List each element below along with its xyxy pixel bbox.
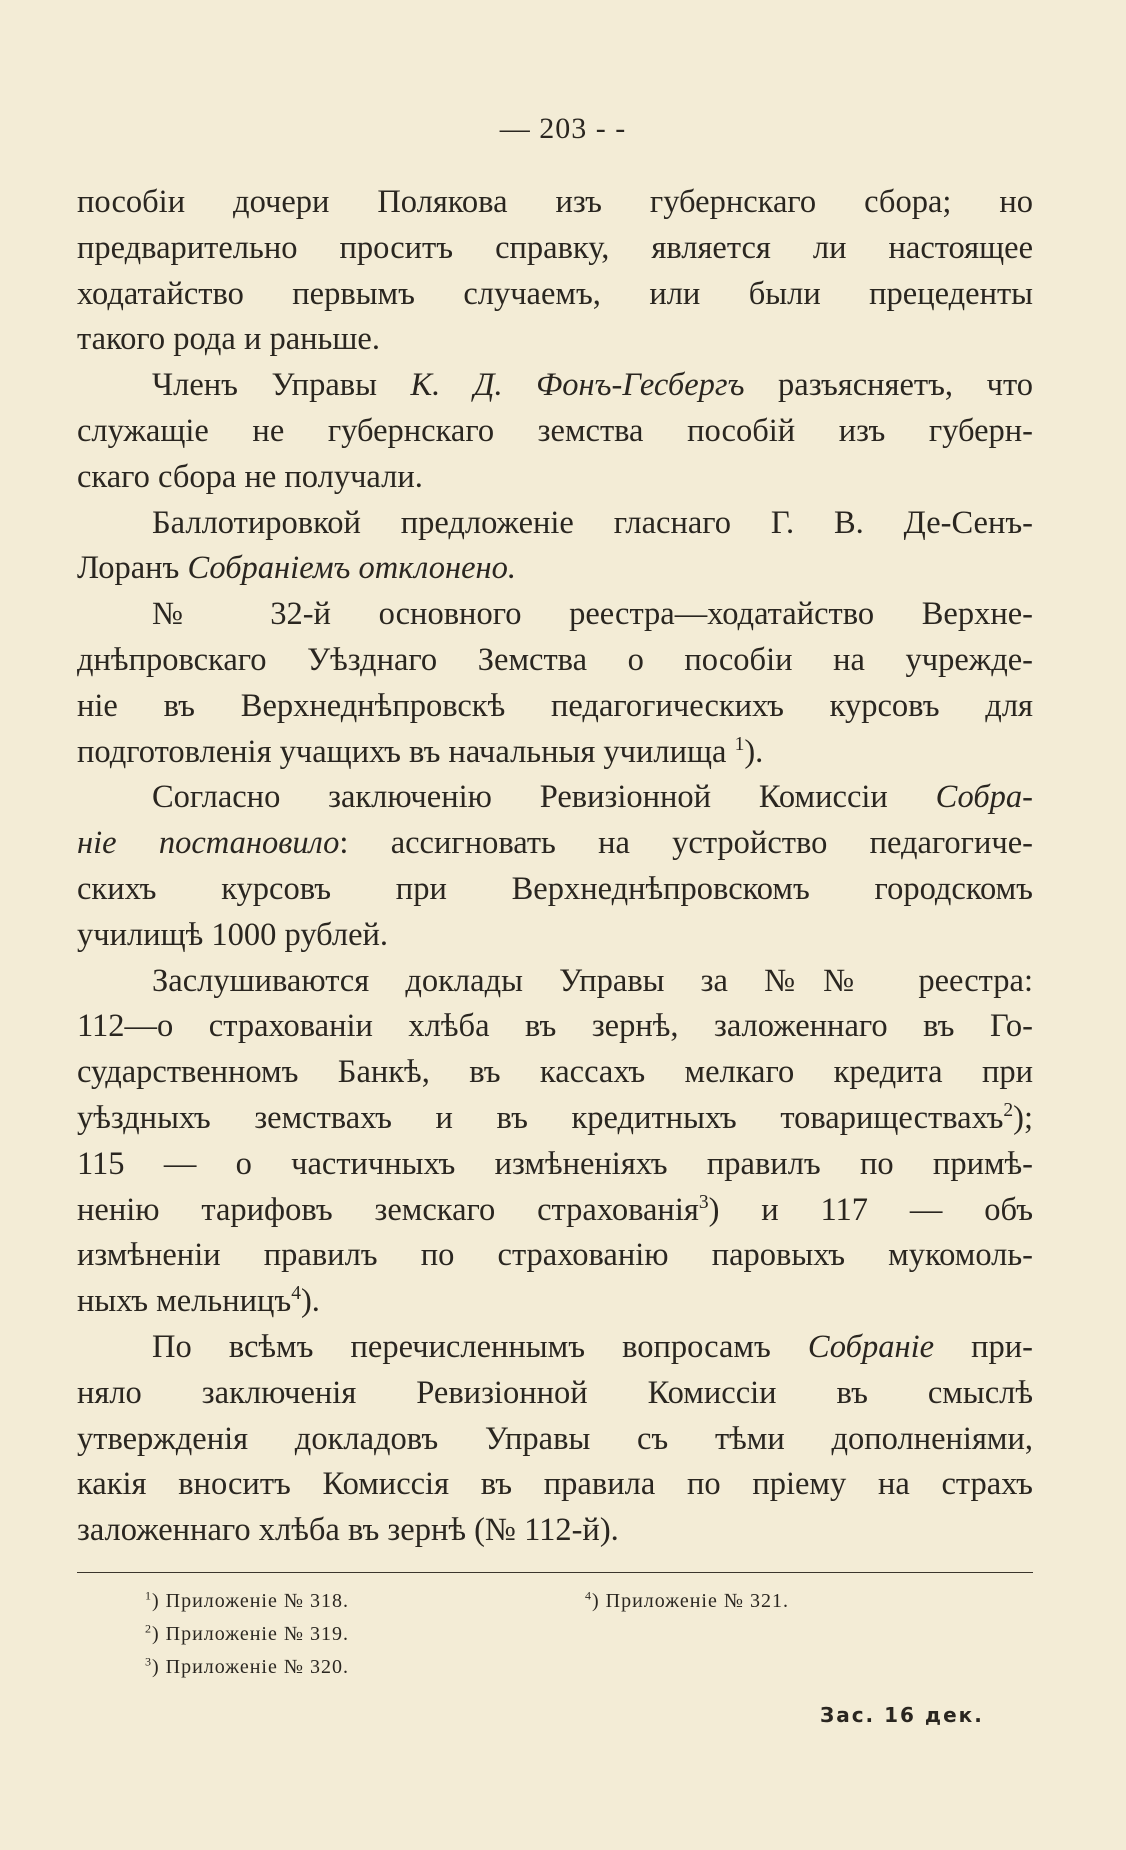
footnote-divider (77, 1572, 1033, 1573)
text-line: измѣненіи правилъ по страхованію паровыхъ мукомоль- (77, 1237, 1033, 1274)
text-line: какія вноситъ Комиссія въ правила по пріему на страхъ (77, 1466, 1033, 1503)
italic-decision: Собра- (935, 779, 1033, 816)
body-text (77, 180, 1033, 1554)
italic-name: К. Д. Фонъ-Гесбергъ (410, 367, 745, 404)
footnote-ref: 2 (1003, 1100, 1014, 1122)
text-line: днѣпровскаго Уѣзднаго Земства о пособіи на учрежде- (77, 641, 1033, 678)
italic-decision: ніе постановило (77, 825, 340, 862)
text-line: Заслушиваются доклады Управы за №№ реестра: (152, 962, 1033, 999)
text-line: ныхъ мельницъ$^4$). (77, 1283, 320, 1320)
text-line: пособіи дочери Полякова изъ губернскаго сбора; но (77, 184, 1033, 220)
text-line: училищѣ 1000 рублей. (77, 916, 389, 953)
text-line: 115 — о частичныхъ измѣненіяхъ правилъ по примѣ- (77, 1145, 1033, 1182)
footnote-ref: 4 (291, 1283, 301, 1305)
text-line: По всѣмъ перечисленнымъ вопросамъ Собраніе при- (152, 1328, 1033, 1365)
footnote-ref: 3 (698, 1191, 709, 1213)
footnote-3: $^3$) Приложеніе № 320. (145, 1654, 349, 1678)
text-line: няло заключенія Ревизіонной Комиссіи въ смыслѣ (77, 1374, 1033, 1411)
signature-mark: Зас. 16 дек. (820, 1703, 984, 1727)
text-line: сударственномъ Банкѣ, въ кассахъ мелкаго кредита при (77, 1054, 1033, 1091)
text-line: подготовленія учащихъ въ начальныя училища $^1$). (77, 733, 764, 770)
text-line: ненію тарифовъ земскаго страхованія$^3$) и 117 — объ (77, 1191, 1033, 1228)
text-line: скихъ курсовъ при Верхнеднѣпровскомъ городскомъ (77, 870, 1033, 907)
text-line: Согласно заключенію Ревизіонной Комиссіи Собра- (152, 779, 1033, 816)
text-line: № 32-й основного реестра—ходатайство Верхне- (152, 596, 1033, 633)
text-line: предварительно проситъ справку, является ли настоящее (77, 229, 1033, 266)
text-line: 112—о страхованіи хлѣба въ зернѣ, заложеннаго въ Го- (77, 1008, 1033, 1045)
footnote-1: $^1$) Приложеніе № 318. (145, 1588, 349, 1612)
text-line: Баллотировкой предложеніе гласнаго Г. В. Де-Сенъ- (152, 504, 1033, 541)
text-line: уѣздныхъ земствахъ и въ кредитныхъ товариществахъ$^2$); (77, 1099, 1033, 1136)
page-number: — 203 - - (499, 112, 627, 145)
text-line: ніе въ Верхнеднѣпровскѣ педагогическихъ курсовъ для (77, 687, 1033, 724)
footnote-ref: 1 (734, 733, 745, 755)
footnote-2: $^2$) Приложеніе № 319. (145, 1621, 349, 1645)
text-line: ходатайство первымъ случаемъ, или были прецеденты (77, 275, 1033, 312)
text-line: Членъ Управы К. Д. Фонъ-Гесбергъ разъясняетъ, что (152, 367, 1033, 404)
text-line: заложеннаго хлѣба въ зернѣ (№ 112-й). (77, 1512, 619, 1549)
italic-decision: Собраніемъ отклонено. (187, 550, 516, 587)
text-line: такого рода и раньше. (77, 321, 380, 358)
text-line: ніе постановило: ассигновать на устройство педагогиче- (77, 825, 1033, 862)
text-line: утвержденія докладовъ Управы съ тѣми дополненіями, (77, 1420, 1033, 1457)
text-line: скаго сбора не получали. (77, 458, 423, 495)
text-line: служащіе не губернскаго земства пособій изъ губерн- (77, 412, 1033, 449)
footnote-4: $^4$) Приложеніе № 321. (585, 1588, 789, 1612)
text-line: Лоранъ Собраніемъ отклонено. (77, 550, 516, 587)
italic-decision: Собраніе (807, 1328, 935, 1365)
